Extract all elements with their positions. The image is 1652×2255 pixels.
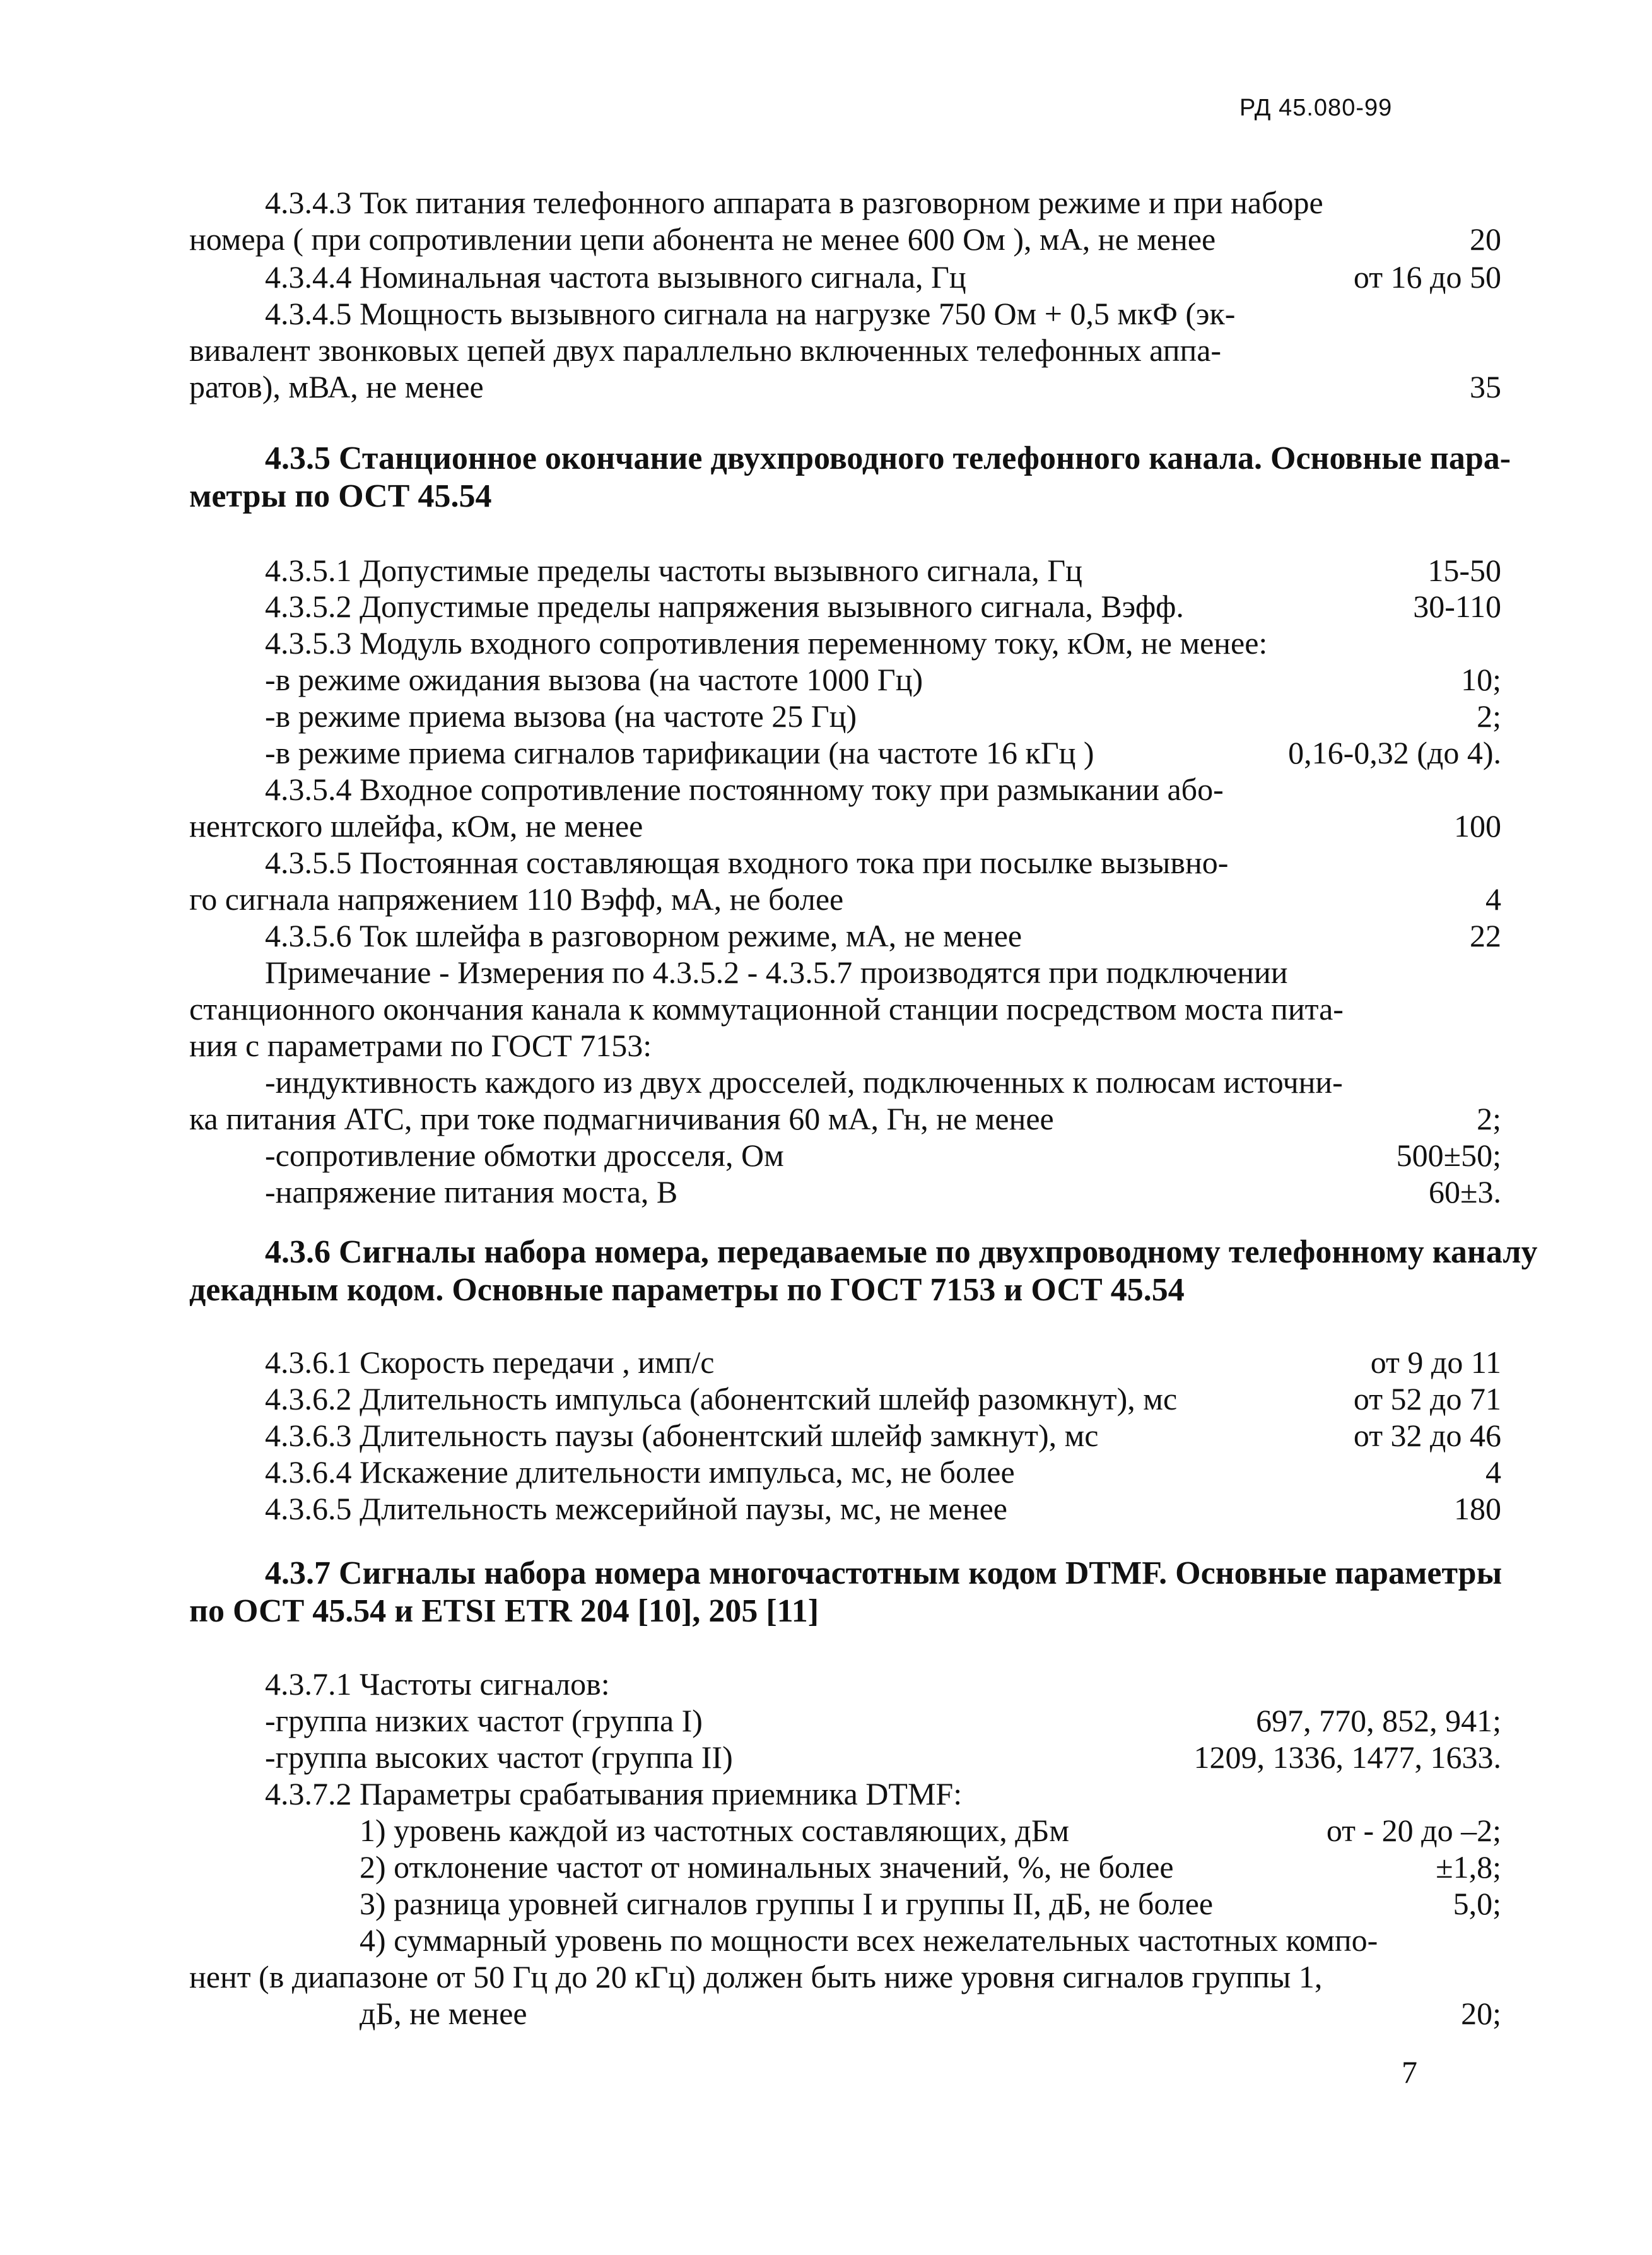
clause-4-3-6-2: 4.3.6.2 Длительность импульса (абонентский шлейф разомкнут), мс от 52 до 71	[265, 1381, 1501, 1416]
section-heading-4-3-7-line-2: по ОСТ 45.54 и ETSI ETR 204 [10], 205 [11]	[189, 1593, 819, 1629]
clause-value: от 32 до 46	[1353, 1418, 1501, 1453]
clause-value: 697, 770, 852, 941;	[1256, 1703, 1501, 1738]
section-heading-4-3-5-line-1: 4.3.5 Станционное окончание двухпроводного телефонного канала. Основные пара-	[265, 440, 1511, 476]
clause-value: 20	[1470, 221, 1501, 257]
clause-value: 20;	[1461, 1996, 1501, 2031]
note-line-1: Примечание - Измерения по 4.3.5.2 - 4.3.5.7 производятся при подключении	[265, 955, 1288, 990]
clause-value: 500±50;	[1396, 1138, 1501, 1173]
clause-4-3-7-2-param-1: 1) уровень каждой из частотных составляющих, дБм от - 20 до –2;	[360, 1813, 1501, 1848]
clause-value: 0,16-0,32 (до 4).	[1288, 735, 1501, 770]
clause-4-3-7-1: 4.3.7.1 Частоты сигналов:	[265, 1666, 610, 1702]
clause-4-3-4-3-line-2: номера ( при сопротивлении цепи абонента не менее 600 Ом ), мА, не менее 20	[189, 221, 1501, 257]
note-line-3: ния с параметрами по ГОСТ 7153:	[189, 1028, 652, 1063]
clause-4-3-6-5: 4.3.6.5 Длительность межсерийной паузы, мс, не менее 180	[265, 1491, 1501, 1526]
clause-4-3-7-2-param-4-line-2: нент (в диапазоне от 50 Гц до 20 кГц) должен быть ниже уровня сигналов группы 1,	[189, 1959, 1323, 1994]
clause-4-3-5-2: 4.3.5.2 Допустимые пределы напряжения вызывного сигнала, Вэфф. 30-110	[265, 589, 1501, 624]
clause-4-3-5-3-item-3: -в режиме приема сигналов тарификации (на частоте 16 кГц ) 0,16-0,32 (до 4).	[265, 735, 1501, 770]
page-number: 7	[1402, 2054, 1417, 2090]
clause-4-3-6-4: 4.3.6.4 Искажение длительности импульса, мс, не более 4	[265, 1454, 1501, 1490]
note-line-5: ка питания АТС, при токе подмагничивания 60 мА, Гн, не менее 2;	[189, 1101, 1501, 1136]
clause-4-3-7-2-param-4-line-1: 4) суммарный уровень по мощности всех нежелательных частотных компо-	[360, 1922, 1378, 1958]
clause-value: 35	[1470, 369, 1501, 404]
clause-4-3-5-4-line-2: нентского шлейфа, кОм, не менее 100	[189, 808, 1501, 844]
clause-4-3-7-2-param-4-line-3: дБ, не менее 20;	[360, 1996, 1501, 2031]
section-heading-4-3-6-line-1: 4.3.6 Сигналы набора номера, передаваемые по двухпроводному телефонному каналу	[265, 1234, 1538, 1270]
clause-value: 15-50	[1427, 553, 1501, 588]
clause-4-3-7-2: 4.3.7.2 Параметры срабатывания приемника DTMF:	[265, 1776, 963, 1811]
clause-4-3-5-3-item-2: -в режиме приема вызова (на частоте 25 Гц) 2;	[265, 698, 1501, 734]
clause-4-3-4-5-line-2: вивалент звонковых цепей двух параллельно включенных телефонных аппа-	[189, 333, 1222, 368]
clause-4-3-7-2-param-3: 3) разница уровней сигналов группы I и группы II, дБ, не более 5,0;	[360, 1886, 1501, 1921]
clause-4-3-4-5-line-1: 4.3.4.5 Мощность вызывного сигнала на нагрузке 750 Ом + 0,5 мкФ (эк-	[265, 296, 1236, 331]
document-code: РД 45.080-99	[1239, 95, 1393, 121]
note-line-6: -сопротивление обмотки дросселя, Ом 500±50;	[265, 1138, 1501, 1173]
clause-4-3-7-1-high-group: -группа высоких частот (группа II) 1209, 1336, 1477, 1633.	[265, 1740, 1501, 1775]
clause-value: от - 20 до –2;	[1326, 1813, 1501, 1848]
note-line-2: станционного окончания канала к коммутационной станции посредством моста пита-	[189, 991, 1344, 1027]
clause-value: 2;	[1477, 1101, 1501, 1136]
clause-value: 22	[1470, 918, 1501, 953]
section-heading-4-3-6-line-2: декадным кодом. Основные параметры по ГОСТ 7153 и ОСТ 45.54	[189, 1272, 1185, 1308]
clause-4-3-5-5-line-2: го сигнала напряжением 110 Вэфф, мА, не более 4	[189, 881, 1501, 917]
clause-4-3-5-4-line-1: 4.3.5.4 Входное сопротивление постоянному току при размыкании або-	[265, 772, 1224, 807]
clause-value: 2;	[1477, 698, 1501, 734]
clause-4-3-4-4: 4.3.4.4 Номинальная частота вызывного сигнала, Гц от 16 до 50	[265, 259, 1501, 295]
clause-value: 4	[1485, 881, 1501, 917]
section-heading-4-3-5-line-2: метры по ОСТ 45.54	[189, 478, 492, 514]
clause-value: 100	[1454, 808, 1501, 844]
note-line-7: -напряжение питания моста, В 60±3.	[265, 1174, 1501, 1210]
clause-4-3-6-1: 4.3.6.1 Скорость передачи , имп/с от 9 до 11	[265, 1345, 1501, 1380]
section-heading-4-3-7-line-1: 4.3.7 Сигналы набора номера многочастотным кодом DTMF. Основные параметры	[265, 1555, 1503, 1591]
clause-4-3-7-1-low-group: -группа низких частот (группа I) 697, 770, 852, 941;	[265, 1703, 1501, 1738]
clause-value: ±1,8;	[1436, 1849, 1501, 1885]
clause-4-3-5-3-item-1: -в режиме ожидания вызова (на частоте 1000 Гц) 10;	[265, 662, 1501, 697]
clause-value: от 16 до 50	[1353, 259, 1501, 295]
clause-4-3-6-3: 4.3.6.3 Длительность паузы (абонентский шлейф замкнут), мс от 32 до 46	[265, 1418, 1501, 1453]
clause-4-3-5-3: 4.3.5.3 Модуль входного сопротивления переменному току, кОм, не менее:	[265, 625, 1268, 661]
clause-4-3-4-3-line-1: 4.3.4.3 Ток питания телефонного аппарата в разговорном режиме и при наборе	[265, 185, 1323, 220]
clause-value: 30-110	[1413, 589, 1501, 624]
clause-value: 180	[1454, 1491, 1501, 1526]
clause-4-3-4-5-line-3: ратов), мВА, не менее 35	[189, 369, 1501, 404]
clause-4-3-5-6: 4.3.5.6 Ток шлейфа в разговорном режиме, мА, не менее 22	[265, 918, 1501, 953]
note-line-4: -индуктивность каждого из двух дросселей, подключенных к полюсам источни-	[265, 1064, 1343, 1100]
clause-value: 10;	[1461, 662, 1501, 697]
clause-value: 60±3.	[1429, 1174, 1501, 1210]
clause-value: 1209, 1336, 1477, 1633.	[1193, 1740, 1501, 1775]
clause-value: 4	[1485, 1454, 1501, 1490]
clause-4-3-5-1: 4.3.5.1 Допустимые пределы частоты вызывного сигнала, Гц 15-50	[265, 553, 1501, 588]
clause-value: от 52 до 71	[1353, 1381, 1501, 1416]
clause-value: от 9 до 11	[1370, 1345, 1501, 1380]
clause-4-3-5-5-line-1: 4.3.5.5 Постоянная составляющая входного тока при посылке вызывно-	[265, 845, 1229, 880]
clause-4-3-7-2-param-2: 2) отклонение частот от номинальных значений, %, не более ±1,8;	[360, 1849, 1501, 1885]
clause-value: 5,0;	[1453, 1886, 1501, 1921]
